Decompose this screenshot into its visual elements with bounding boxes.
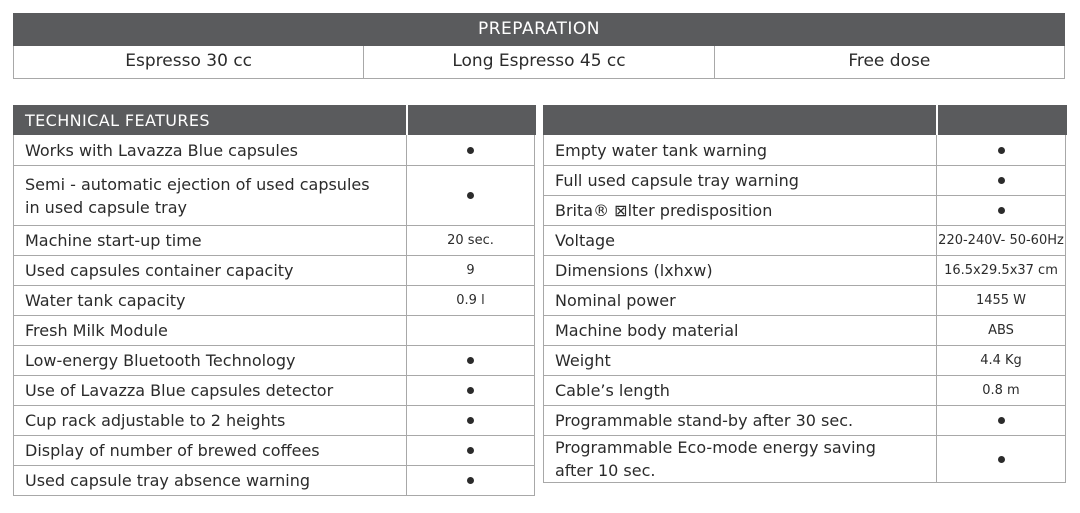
feature-label: Fresh Milk Module (14, 316, 407, 346)
table-row (544, 166, 1066, 196)
feature-value: 0.9 l (407, 286, 535, 316)
feature-label: Programmable Eco-mode energy saving after 10 sec. (544, 436, 937, 483)
feature-label: Display of number of brewed coffees (14, 436, 407, 466)
feature-label: Voltage (544, 226, 937, 256)
table-header-cell (407, 106, 535, 135)
table-header-row (544, 106, 1066, 135)
table-row (544, 376, 1066, 406)
table-row (14, 135, 535, 166)
table-row (14, 316, 535, 346)
bullet-dot-icon (998, 207, 1005, 214)
bullet-dot-icon (998, 456, 1005, 463)
feature-included (407, 376, 535, 406)
feature-label: Brita® ⊠lter predisposition (544, 196, 937, 226)
feature-label: Use of Lavazza Blue capsules detector (14, 376, 407, 406)
table-row (544, 346, 1066, 376)
table-row (544, 196, 1066, 226)
feature-value: 16.5x29.5x37 cm (937, 256, 1066, 286)
feature-included (407, 135, 535, 166)
feature-included (407, 436, 535, 466)
bullet-dot-icon (467, 417, 474, 424)
preparation-options (13, 46, 1065, 79)
feature-label: Used capsules container capacity (14, 256, 407, 286)
table-header-row (14, 106, 535, 135)
table-title (544, 106, 937, 135)
feature-label: Nominal power (544, 286, 937, 316)
table-body (544, 106, 1066, 483)
preparation-option: Free dose (848, 51, 931, 71)
feature-included (937, 436, 1066, 483)
bullet-dot-icon (467, 357, 474, 364)
preparation-section (13, 13, 1065, 79)
table-row (14, 436, 535, 466)
table-row (14, 466, 535, 496)
feature-value: 1455 W (937, 286, 1066, 316)
feature-included (937, 166, 1066, 196)
feature-included (407, 346, 535, 376)
bullet-dot-icon (998, 417, 1005, 424)
table-row (544, 436, 1066, 483)
feature-label: Low-energy Bluetooth Technology (14, 346, 407, 376)
feature-included (407, 466, 535, 496)
feature-label: Works with Lavazza Blue capsules (14, 135, 407, 166)
technical-features-table (13, 105, 536, 496)
table-row (544, 316, 1066, 346)
feature-label: Used capsule tray absence warning (14, 466, 407, 496)
feature-label: Full used capsule tray warning (544, 166, 937, 196)
feature-label: Machine body material (544, 316, 937, 346)
table-title: TECHNICAL FEATURES (14, 106, 407, 135)
feature-label: Dimensions (lxhxw) (544, 256, 937, 286)
feature-included (407, 166, 535, 226)
feature-value: 4.4 Kg (937, 346, 1066, 376)
table-header-cell (937, 106, 1066, 135)
feature-label: Water tank capacity (14, 286, 407, 316)
feature-included (937, 135, 1066, 166)
feature-value: 9 (407, 256, 535, 286)
bullet-dot-icon (467, 447, 474, 454)
bullet-dot-icon (998, 177, 1005, 184)
feature-included (937, 406, 1066, 436)
feature-included (937, 196, 1066, 226)
table-row (544, 406, 1066, 436)
feature-included (407, 406, 535, 436)
feature-value: 0.8 m (937, 376, 1066, 406)
feature-label: Empty water tank warning (544, 135, 937, 166)
feature-value (407, 316, 535, 346)
bullet-dot-icon (467, 477, 474, 484)
table-row (14, 376, 535, 406)
preparation-title: PREPARATION (13, 13, 1065, 46)
table-row (14, 256, 535, 286)
feature-label: Cup rack adjustable to 2 heights (14, 406, 407, 436)
preparation-option: Long Espresso 45 cc (364, 46, 714, 78)
table-row (14, 166, 535, 226)
bullet-dot-icon (467, 147, 474, 154)
table-row (14, 226, 535, 256)
table-row (14, 286, 535, 316)
feature-label: Cable’s length (544, 376, 937, 406)
feature-value: 220-240V- 50-60Hz (937, 226, 1066, 256)
bullet-dot-icon (467, 192, 474, 199)
bullet-dot-icon (467, 387, 474, 394)
feature-value: ABS (937, 316, 1066, 346)
table-row (544, 256, 1066, 286)
feature-label: Weight (544, 346, 937, 376)
table-row (544, 226, 1066, 256)
bullet-dot-icon (998, 147, 1005, 154)
feature-value: 20 sec. (407, 226, 535, 256)
preparation-option: Espresso 30 cc (14, 46, 364, 78)
table-row (14, 406, 535, 436)
table-row (544, 286, 1066, 316)
table-row (14, 346, 535, 376)
feature-label: Semi - automatic ejection of used capsules in used capsule tray (14, 166, 407, 226)
table-row (544, 135, 1066, 166)
technical-features-table-continued (543, 105, 1067, 483)
feature-label: Machine start-up time (14, 226, 407, 256)
feature-label: Programmable stand-by after 30 sec. (544, 406, 937, 436)
table-body (14, 106, 535, 496)
